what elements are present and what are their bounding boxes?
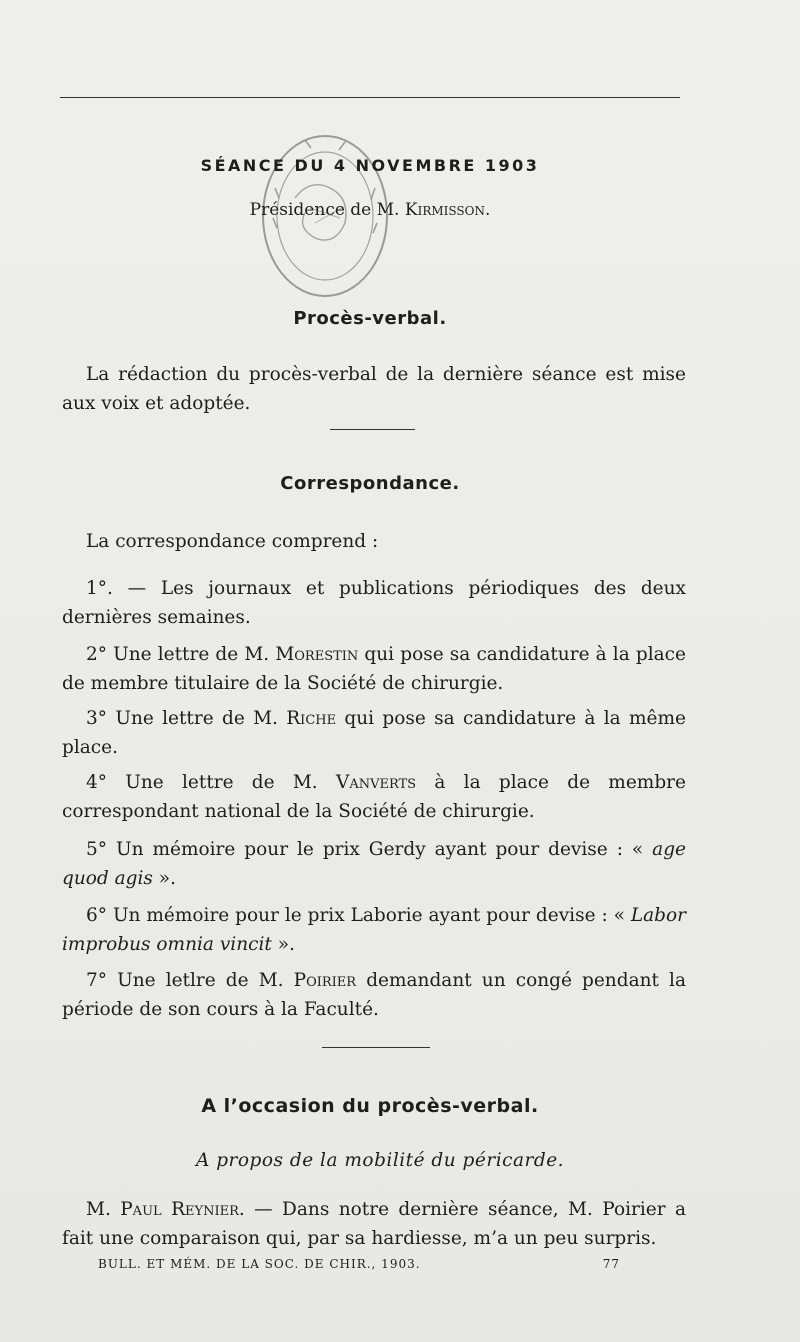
list-item	[62, 901, 686, 959]
occasion-heading: A l’occasion du procès-verbal.	[201, 1095, 539, 1117]
devise-text: Labor improbus omnia vincit	[62, 905, 686, 955]
presidence-suffix: .	[484, 200, 491, 220]
presidence-prefix: Présidence de M.	[249, 200, 400, 220]
item-text: à la place de membre correspondant national de la Société de chirurgie.	[62, 772, 686, 822]
speaker-prefix: M.	[86, 1199, 111, 1220]
top-rule	[60, 97, 680, 98]
list-item	[62, 574, 686, 632]
item-text: demandant un congé pendant la période de son cours à la Faculté.	[62, 970, 686, 1020]
list-item	[62, 704, 686, 762]
occasion-paragraph	[62, 1195, 686, 1253]
person-name: Poirier	[293, 970, 357, 991]
item-text: qui pose sa candidature à la même place.	[62, 708, 686, 758]
proces-verbal-heading: Procès-verbal.	[293, 308, 447, 329]
section-divider	[322, 1047, 430, 1048]
footer-citation: BULL. ET MÉM. DE LA SOC. DE CHIR., 1903.	[98, 1257, 421, 1271]
section-divider	[330, 429, 415, 430]
item-number: 3°	[86, 708, 108, 729]
proces-verbal-text: La rédaction du procès-verbal de la dernière séance est mise aux voix et adoptée.	[62, 364, 686, 414]
item-text: Une lettre de M.	[115, 708, 278, 729]
item-number: 1°. —	[86, 578, 147, 599]
devise-text: age quod agis	[62, 839, 686, 889]
item-number: 6°	[86, 905, 108, 926]
item-text: Une letlre de M.	[117, 970, 284, 991]
item-number: 5°	[86, 839, 108, 860]
item-text: Un mémoire pour le prix Gerdy ayant pour devise : «	[116, 839, 644, 860]
person-name: Morestin	[275, 644, 359, 665]
item-number: 4°	[86, 772, 108, 793]
item-text: ».	[277, 934, 295, 955]
item-text: Une lettre de M.	[125, 772, 318, 793]
occasion-text: — Dans notre dernière séance, M. Poirier a fait une comparaison qui, par sa hardiesse, m’a un peu surpris.	[62, 1199, 686, 1249]
item-text: Un mémoire pour le prix Laborie ayant pour devise : «	[112, 905, 625, 926]
item-text: Les journaux et publications périodiques des deux dernières semaines.	[62, 578, 686, 628]
correspondance-heading: Correspondance.	[280, 473, 460, 494]
speaker-name: Paul Reynier.	[120, 1199, 245, 1220]
correspondance-intro-text: La correspondance comprend :	[86, 531, 379, 552]
occasion-subheading: A propos de la mobilité du péricarde.	[195, 1150, 565, 1171]
item-text: Une lettre de M.	[113, 644, 270, 665]
presidence-line	[0, 200, 740, 220]
page-number: 77	[602, 1257, 620, 1271]
correspondance-intro	[62, 527, 686, 556]
list-item	[62, 835, 686, 893]
session-title: SÉANCE DU 4 NOVEMBRE 1903	[200, 156, 540, 175]
page-footer	[98, 1257, 638, 1271]
item-number: 2°	[86, 644, 108, 665]
list-item	[62, 966, 686, 1024]
item-text: ».	[158, 868, 176, 889]
list-item	[62, 640, 686, 698]
person-name: Vanverts	[335, 772, 417, 793]
proces-verbal-paragraph	[62, 360, 686, 418]
item-text: qui pose sa candidature à la place de membre titulaire de la Société de chirurgie.	[62, 644, 686, 694]
item-number: 7°	[86, 970, 108, 991]
president-name: Kirmisson	[404, 200, 485, 220]
list-item	[62, 768, 686, 826]
person-name: Riche	[286, 708, 337, 729]
